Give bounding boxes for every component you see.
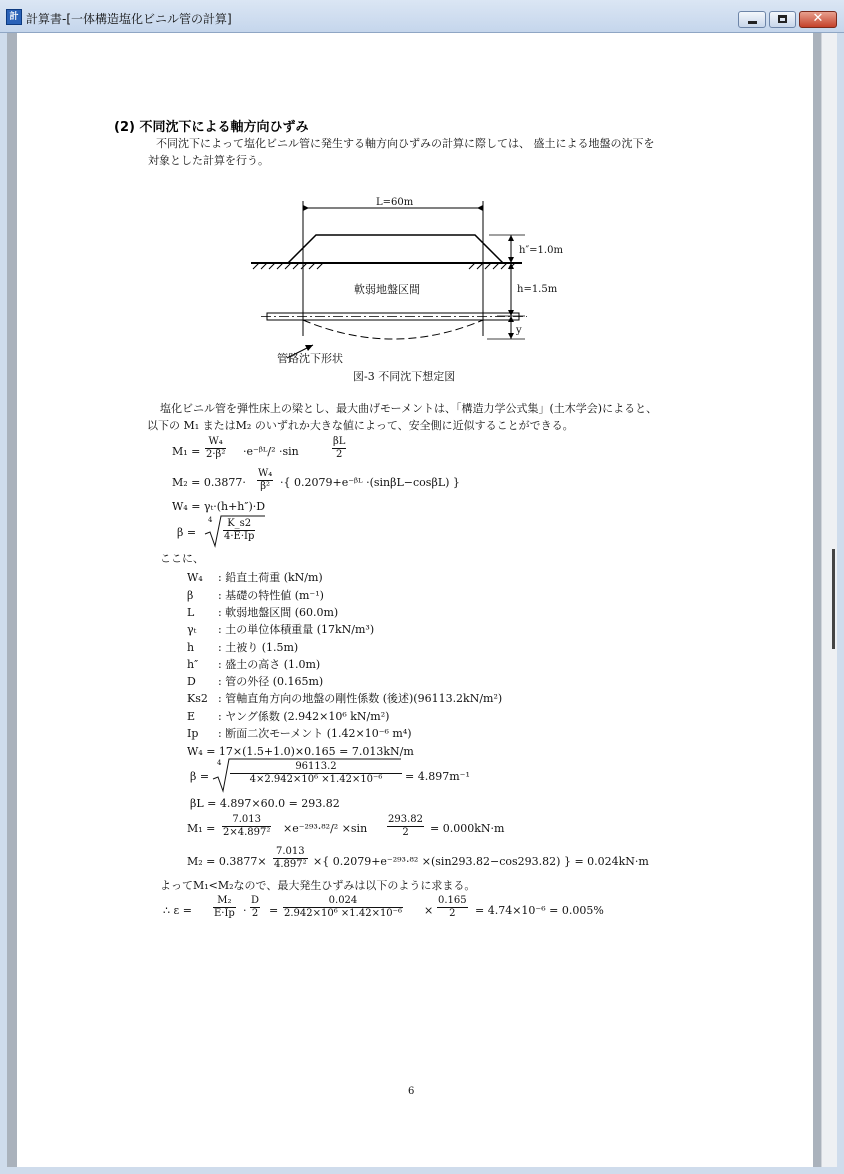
cover-depth-label: h=1.5m <box>517 284 558 295</box>
pipe-settlement-label: 管路沈下形状 <box>277 352 343 365</box>
formula-beta-radicand: $\frac{K\_s2}{4\cdot E\cdot Ip}$ <box>224 518 255 542</box>
formula-m1-lhs: M₁ = <box>172 445 201 458</box>
calc-m2-rest: ×{ 0.2079+e⁻²⁹³·⁸² ×(sin293.82−cos293.82) } = 0.024kN·m <box>313 855 649 868</box>
strain-frac-1: $\frac{\text{M₂}}{E\cdot Ip}$ <box>214 895 235 919</box>
formula-m2-rest: ·{ 0.2079+e⁻ᵝᴸ ·(sinβL−cosβL) } <box>280 476 460 489</box>
strain-frac-3: $\frac{0.024}{\text{2.942×10⁶ ×1.42×10⁻⁶}}$ <box>284 895 402 919</box>
intro-line-2: 対象とした計算を行う。 <box>148 154 269 167</box>
def-symbol: L <box>187 606 195 619</box>
def-description: : 管軸直角方向の地盤の剛性係数 (後述)(96113.2kN/m²) <box>218 692 503 705</box>
minimize-button[interactable] <box>738 11 766 28</box>
strain-frac-4: $\frac{0.165}{2}$ <box>438 895 467 919</box>
def-description: : 盛土の高さ (1.0m) <box>218 658 321 671</box>
calc-m1-result: = 0.000kN·m <box>430 822 505 835</box>
def-symbol: E <box>187 710 196 723</box>
close-icon: ✕ <box>812 11 824 26</box>
def-description: : 管の外径 (0.165m) <box>218 675 324 688</box>
def-description: : 基礎の特性値 (m⁻¹) <box>218 589 324 602</box>
section-heading: (2) 不同沈下による軸方向ひずみ <box>114 120 309 135</box>
strain-equals: = <box>269 904 279 917</box>
def-symbol: h″ <box>187 658 199 671</box>
formula-m1-mid: ·e⁻ᵝᴸ/² ·sin <box>243 445 299 458</box>
def-description: : 軟弱地盤区間 (60.0m) <box>218 606 339 619</box>
calc-beta-l: βL = 4.897×60.0 = 293.82 <box>190 797 340 810</box>
calc-beta-lhs: β = <box>190 770 210 783</box>
formula-m1-frac2: $\frac{\beta L}{2}$ <box>333 436 346 460</box>
calc-beta-radicand: $\frac{96113.2}{\text{4×2.942×10⁶ ×1.42×10⁻⁶}}$ <box>230 761 402 786</box>
calc-doc-icon: 計 <box>6 9 22 25</box>
maximize-icon <box>778 15 787 23</box>
document-page <box>17 33 813 1167</box>
calc-m1-mid: ×e⁻²⁹³·⁸²/² ×sin <box>283 822 368 835</box>
def-symbol: h <box>187 641 195 654</box>
strain-separator: · <box>243 904 247 917</box>
def-symbol: D <box>187 675 196 688</box>
paragraph-line-1: 塩化ビニル管を弾性床上の梁とし、最大曲げモーメントは、「構造力学公式集」(土木学会)によると、 <box>160 402 658 415</box>
calc-m2-lhs: M₂ = 0.3877× <box>187 855 267 868</box>
window-title: 計算書-[一体構造塩化ビニル管の計算] <box>26 12 232 26</box>
intro-line-1: 不同沈下によって塩化ビニル管に発生する軸方向ひずみの計算に際しては、 盛土による地盤の沈下を <box>156 137 655 150</box>
formula-beta-root-index: 4 <box>208 516 213 524</box>
where-label: ここに、 <box>160 552 204 565</box>
calc-m1-frac1: $\frac{7.013}{\text{2×4.897²}}$ <box>223 814 271 838</box>
def-symbol: Ip <box>187 727 199 740</box>
strain-frac-2: $\frac{D}{2}$ <box>251 895 260 919</box>
formula-m1-frac1: $\frac{\text{W₄}}{\text{2·β²}}$ <box>206 436 226 460</box>
strain-lhs: ∴ ε = <box>163 904 192 917</box>
minimize-icon <box>748 21 757 24</box>
scrollbar-thumb[interactable] <box>832 549 835 649</box>
def-description: : 土の単位体積重量 (17kN/m³) <box>218 623 375 636</box>
embankment-height-label: h″=1.0m <box>519 245 563 256</box>
calc-beta-result: = 4.897m⁻¹ <box>405 770 470 783</box>
maximize-button[interactable] <box>769 11 796 28</box>
figure-caption: 図-3 不同沈下想定図 <box>353 370 456 383</box>
soft-ground-label: 軟弱地盤区間 <box>354 283 420 296</box>
def-description: : 土被り (1.5m) <box>218 641 299 654</box>
def-description: : 断面二次モーメント (1.42×10⁻⁶ m⁴) <box>218 727 412 740</box>
settlement-label: y <box>516 325 522 336</box>
length-label: L=60m <box>376 197 414 208</box>
def-symbol: γₜ <box>187 623 197 636</box>
def-symbol: Ks2 <box>187 692 208 705</box>
calc-beta-root-index: 4 <box>217 759 222 767</box>
strain-result: = 4.74×10⁻⁶ = 0.005% <box>475 904 604 917</box>
page-number: 6 <box>408 1086 415 1097</box>
calc-w4: W₄ = 17×(1.5+1.0)×0.165 = 7.013kN/m <box>187 745 414 758</box>
formula-m2-frac: $\frac{\text{W₄}}{\text{β²}}$ <box>258 468 273 492</box>
def-symbol: W₄ <box>187 571 203 584</box>
conclusion-text: よってM₁<M₂なので、最大発生ひずみは以下のように求まる。 <box>160 879 476 892</box>
title-bar[interactable] <box>0 0 844 33</box>
calc-m1-frac2: $\frac{293.82}{2}$ <box>388 814 423 838</box>
formula-m2-lhs: M₂ = 0.3877· <box>172 476 246 489</box>
paragraph-line-2: 以下の M₁ またはM₂ のいずれか大きな値によって、安全側に近似することができる。 <box>147 419 574 432</box>
def-description: : 鉛直土荷重 (kN/m) <box>218 571 323 584</box>
settlement-diagram <box>17 33 813 373</box>
strain-times: × <box>424 904 434 917</box>
formula-beta-lhs: β = <box>177 526 197 539</box>
def-description: : ヤング係数 (2.942×10⁶ kN/m²) <box>218 710 390 723</box>
document-viewport <box>7 33 837 1167</box>
calc-m2-frac: $\frac{7.013}{\text{4.897²}}$ <box>274 846 307 870</box>
calc-m1-lhs: M₁ = <box>187 822 216 835</box>
close-button[interactable] <box>799 11 837 28</box>
formula-w4: W₄ = γₜ·(h+h″)·D <box>172 500 266 513</box>
vertical-scrollbar[interactable] <box>821 33 837 1167</box>
def-symbol: β <box>187 589 194 602</box>
